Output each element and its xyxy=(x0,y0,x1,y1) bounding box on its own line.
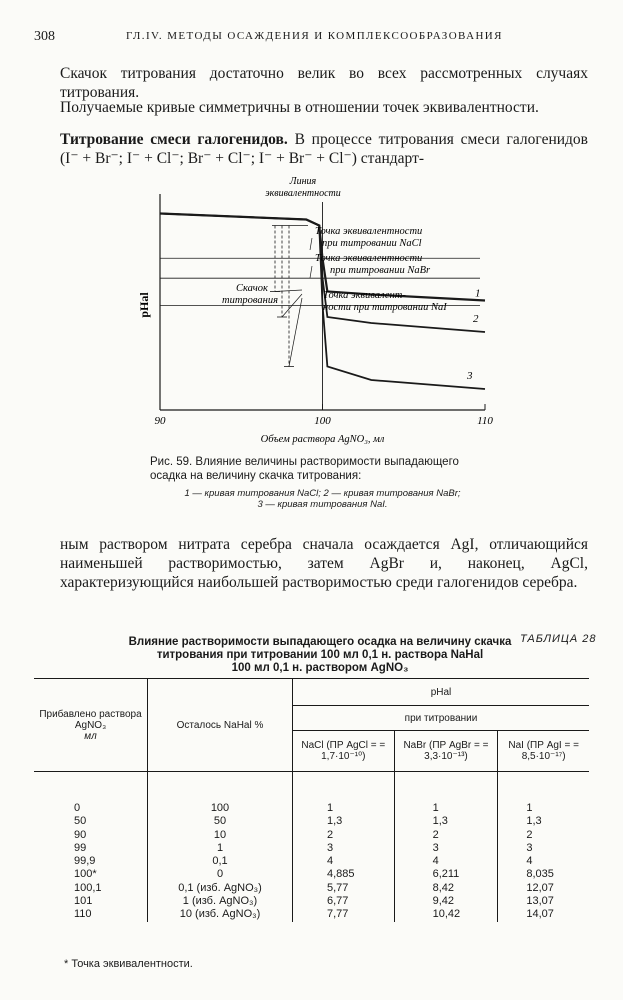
chart-annotation: Точка эквивалент- xyxy=(323,290,406,301)
table-cell: 1 xyxy=(498,772,589,816)
table-body xyxy=(34,772,589,922)
table-cell: 13,07 xyxy=(498,895,589,908)
table-title-line-2: титрования при титровании 100 мл 0,1 н. раствора NaHal xyxy=(156,649,484,661)
titration-chart xyxy=(130,170,500,450)
table-cell: 100* xyxy=(74,868,97,881)
header-nabr: NaBr (ПР AgBr = = 3,3·10⁻¹³) xyxy=(394,731,498,772)
paragraph-1-text: Скачок титрования достаточно велик во всех рассмотренных случаях титрования. xyxy=(60,65,588,101)
table-cell: 4 xyxy=(293,855,395,868)
figure-legend-line-2: 3 — кривая титрования NaI. xyxy=(257,499,388,510)
header-during: при титровании xyxy=(293,706,590,731)
header-remaining: Осталось NaHal % xyxy=(148,679,293,772)
table-row xyxy=(34,855,589,868)
table-row xyxy=(34,772,589,816)
table-cell: 10 (изб. AgNO₃) xyxy=(148,908,293,921)
table-cell: 5,77 xyxy=(293,882,395,895)
table-cell: 2 xyxy=(394,829,498,842)
annotation-leader xyxy=(310,266,312,278)
data-table xyxy=(34,678,589,922)
table-cell: 0 xyxy=(74,802,81,814)
table-cell: 1 xyxy=(394,772,498,816)
table-cell: 100,1 xyxy=(74,881,102,894)
paragraph-4: ным раствором нитрата серебра сначала осаждается AgI, отличающийся наименьшей растворимостью, затем AgBr и, наконец, AgCl, характеризующийся наибольшей растворимостью среди галогенидов серебра. xyxy=(60,536,588,591)
table-cell: 1,3 xyxy=(394,815,498,828)
table-cell: 9,42 xyxy=(394,895,498,908)
x-tick-label: 110 xyxy=(477,415,493,427)
equivalence-line-label-2: эквивалентности xyxy=(265,188,341,199)
header-added-text: Прибавлено раствора AgNO₃ xyxy=(39,708,142,731)
chart-annotation: ности при титровании NaI xyxy=(323,302,447,313)
header-added-unit: мл xyxy=(84,730,97,742)
paragraph-2: Получаемые кривые симметричны в отношении точек эквивалентности. xyxy=(60,99,539,116)
table-cell: 4 xyxy=(394,855,498,868)
x-tick-label: 90 xyxy=(154,415,166,427)
table-title-line-1: Влияние растворимости выпадающего осадка на величину скачка xyxy=(128,636,512,648)
table-cell: 3 xyxy=(394,842,498,855)
annotation-leader xyxy=(275,290,302,292)
table-row xyxy=(34,908,589,921)
chart-annotation: при титровании NaBr xyxy=(330,265,431,276)
paragraph-1 xyxy=(60,64,588,102)
table-cell: 6,211 xyxy=(394,868,498,881)
section-heading-inline: Титрование смеси галогенидов. xyxy=(60,131,288,148)
table-cell: 1 xyxy=(148,842,293,855)
figure-legend xyxy=(150,488,495,510)
table-row xyxy=(34,882,589,895)
table-cell: 8,42 xyxy=(394,882,498,895)
chart-labels xyxy=(222,226,481,382)
table-cell: 2 xyxy=(498,829,589,842)
table-cell: 99,9 xyxy=(74,855,96,868)
chart-annotation: Точка эквивалентности xyxy=(315,226,423,237)
table-cell: 1 (изб. AgNO₃) xyxy=(148,895,293,908)
table-cell: 101 xyxy=(74,895,93,908)
figure-caption: Рис. 59. Влияние величины растворимости выпадающего осадка на величину скачка титрования: xyxy=(150,456,459,482)
figure-legend-line-1: 1 — кривая титрования NaCl; 2 — кривая титрования NaBr; xyxy=(184,488,461,499)
header-nai: NaI (ПР AgI = = 8,5·10⁻¹⁷) xyxy=(498,731,589,772)
y-axis-label: pHal xyxy=(137,292,151,318)
table-cell: 90 xyxy=(74,828,87,841)
table-cell: 100 xyxy=(148,772,293,816)
chart-annotation: Скачок xyxy=(236,283,268,294)
chart-annotation: Точка эквивалентности xyxy=(315,253,423,264)
table-row xyxy=(34,829,589,842)
header-phal: pHal xyxy=(293,679,590,706)
table-row xyxy=(34,815,589,828)
header-nacl: NaCl (ПР AgCl = = 1,7·10⁻¹⁰) xyxy=(293,731,395,772)
x-tick-label: 100 xyxy=(314,415,331,427)
table-cell: 14,07 xyxy=(498,908,589,921)
table-cell: 6,77 xyxy=(293,895,395,908)
curve-label-1: 1 xyxy=(475,287,481,300)
table-cell: 99 xyxy=(74,841,87,854)
table-row xyxy=(34,895,589,908)
table-cell: 3 xyxy=(498,842,589,855)
table-row xyxy=(34,868,589,881)
page-number: 308 xyxy=(34,29,55,44)
table-label: ТАБЛИЦА 28 xyxy=(520,633,597,645)
table-cell: 2 xyxy=(293,829,395,842)
annotation-leader xyxy=(310,238,312,250)
paragraph-3-text: В процессе титрования смеси галогенидов (I⁻ + Br⁻; I⁻ + Cl⁻; Br⁻ + Cl⁻; I⁻ + Br⁻ + Cl⁻) стандарт- xyxy=(60,131,588,167)
table-cell: 1,3 xyxy=(293,815,395,828)
table-cell: 10 xyxy=(148,829,293,842)
table-cell: 0,1 (изб. AgNO₃) xyxy=(148,882,293,895)
table-cell: 1,3 xyxy=(498,815,589,828)
table-cell: 12,07 xyxy=(498,882,589,895)
table-cell: 4 xyxy=(498,855,589,868)
chart-annotation: при титровании NaCl xyxy=(322,238,422,249)
table-cell: 7,77 xyxy=(293,908,395,921)
table-cell: 4,885 xyxy=(293,868,395,881)
table-cell: 1 xyxy=(293,772,395,816)
footnote: * Точка эквивалентности. xyxy=(64,958,193,970)
table-title-line-3: 100 мл 0,1 н. раствором AgNO₃ xyxy=(231,662,409,674)
curve-label-3: 3 xyxy=(467,370,473,382)
curve-label-2: 2 xyxy=(473,313,479,325)
table-cell: 0,1 xyxy=(148,855,293,868)
table-cell: 110 xyxy=(74,908,92,921)
table-row xyxy=(34,842,589,855)
table-cell: 10,42 xyxy=(394,908,498,921)
chart-annotation: титрования xyxy=(222,295,278,306)
annotation-leader xyxy=(289,298,302,367)
table-cell: 50 xyxy=(148,815,293,828)
table-cell: 50 xyxy=(74,815,87,828)
table-cell: 0 xyxy=(148,868,293,881)
table-cell: 3 xyxy=(293,842,395,855)
running-title: ГЛ.IV. МЕТОДЫ ОСАЖДЕНИЯ И КОМПЛЕКСООБРАЗОВАНИЯ xyxy=(126,30,503,42)
table-cell: 8,035 xyxy=(498,868,589,881)
x-axis-label: Объем раствора AgNO₃, мл xyxy=(260,434,385,445)
equivalence-line-label: Линия xyxy=(289,176,317,187)
paragraph-3 xyxy=(60,130,588,168)
header-added xyxy=(34,679,148,772)
table-title xyxy=(100,636,540,675)
